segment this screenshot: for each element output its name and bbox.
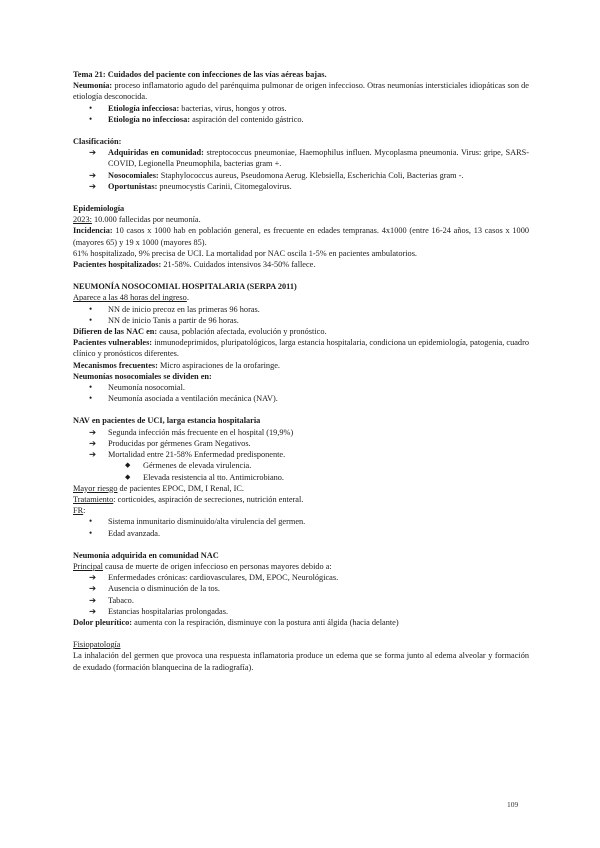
bullet-icon: • (89, 102, 93, 113)
list-item: • Sistema inmunitario disminuido/alta virulencia del germen. (89, 516, 306, 527)
list-item: ➔ Estancias hospitalarias prolongadas. (89, 606, 229, 616)
nav-uci-list (73, 427, 529, 483)
list-item: ➔ Oportunistas: pneumocystis Carinii, Citomegalovirus. (89, 181, 292, 191)
arrow-icon: ➔ (89, 450, 96, 460)
list-item: • Neumonía nosocomial. (89, 382, 185, 393)
arrow-icon: ➔ (89, 606, 96, 616)
inicio-list (73, 304, 529, 326)
neumonia-definition (73, 80, 529, 102)
list-item: • Etiología infecciosa: bacterias, virus, hongos y otros. (89, 102, 287, 113)
epidemiologia-year: 2023: 10.000 fallecidas por neumonía. (73, 215, 201, 225)
bullet-icon: • (89, 303, 93, 314)
list-item: • Edad avanzada. (89, 527, 161, 538)
nac-principal: Principal causa de muerte de origen infeccioso en personas mayores debido a: (73, 561, 332, 571)
sub-list-item: ◆ Gérmenes de elevada virulencia. (125, 461, 252, 471)
nosocomial-mecanismos: Mecanismos frecuentes: Micro aspiraciones de la orofaringe. (73, 360, 280, 370)
nac-list (73, 572, 529, 617)
bullet-icon: • (89, 393, 93, 404)
nosocomial-heading: NEUMONÍA NOSOCOMIAL HOSPITALARIA (SERPA 2011) (73, 282, 297, 292)
nosocomial-aparece: Aparece a las 48 horas del ingreso. (73, 293, 189, 303)
document-body (73, 69, 529, 673)
epidemiologia-incidencia: Incidencia: 10 casos x 1000 hab en población general, es frecuente en edades tempranas. 4x1000 (entre 16-24 años, 13 casos x 1000 (mayores 65) y 19 x 1000 (mayores 85). (73, 226, 529, 247)
epidemiologia-heading: Epidemiología (73, 204, 125, 214)
arrow-icon: ➔ (89, 181, 96, 191)
epidemiologia-stats: 61% hospitalizado, 9% precisa de UCI. La mortalidad por NAC oscila 1-5% en pacientes ambulatorios. (73, 248, 417, 258)
list-item: ➔ Tabaco. (89, 595, 134, 605)
arrow-icon: ➔ (89, 170, 96, 180)
diamond-icon: ◆ (125, 461, 131, 470)
nosocomial-dividen: Neumonías nosocomiales se dividen en: (73, 371, 212, 381)
nav-uci-riesgo: Mayor riesgo de pacientes EPOC, DM, I Renal, IC. (73, 483, 244, 493)
diamond-icon: ◆ (125, 472, 131, 481)
list-item: ➔ Ausencia o disminución de la tos. (89, 584, 220, 594)
bullet-icon: • (89, 527, 93, 538)
list-item: • NN de inicio Tanis a partir de 96 horas. (89, 314, 239, 325)
nac-heading: Neumonia adquirida en comunidad NAC (73, 550, 219, 560)
page-number: 109 (507, 800, 519, 809)
epidemiologia-hospitalizados: Pacientes hospitalizados: 21-58%. Cuidados intensivos 34-50% fallece. (73, 260, 316, 270)
etiologia-list (73, 103, 529, 125)
list-item: ➔ Enfermedades crónicas: cardiovasculares, DM, EPOC, Neurológicas. (89, 573, 339, 583)
neumonia-label: Neumonía: (73, 81, 113, 91)
nosocomial-difieren: Difieren de las NAC en: causa, población afectada, evolución y pronóstico. (73, 327, 327, 337)
nav-uci-fr: FR: (73, 506, 86, 516)
clasificacion-heading: Clasificación: (73, 137, 122, 147)
nosocomial-vulnerables: Pacientes vulnerables: inmunodeprimidos, pluripatológicos, larga estancia hospitalaria, condiciona un epidemiología, patogenia, cuadro clínico y pronósticos diferentes. (73, 338, 529, 359)
fisiopatologia-text: La inhalación del germen que provoca una respuesta inflamatoria produce un edema que se forma junto al edema alveolar y formación de exudado (formación blanquecina de la radiografía). (73, 651, 529, 672)
fisiopatologia-heading: Fisiopatología (73, 640, 121, 650)
arrow-icon: ➔ (89, 573, 96, 583)
list-item: ➔ Adquiridas en comunidad: streptococcus pneumoniae, Haemophilus influen. Mycoplasma pneumonia. Virus: gripe, SARS-COVID, Legionella Pneumophila, bacterias gram +. (89, 148, 530, 169)
list-item: • Etiología no infecciosa: aspiración del contenido gástrico. (89, 113, 304, 124)
bullet-icon: • (89, 113, 93, 124)
arrow-icon: ➔ (89, 438, 96, 448)
bullet-icon: • (89, 516, 93, 527)
sub-list-item: ◆ Elevada resistencia al tto. Antimicrobiano. (125, 472, 285, 482)
dividen-list (73, 382, 529, 404)
list-item: ➔ Segunda infección más frecuente en el hospital (19,9%) (89, 427, 294, 437)
nav-uci-heading: NAV en pacientes de UCI, larga estancia hospitalaria (73, 416, 261, 426)
list-item: ➔ Producidas por gérmenes Gram Negativos. (89, 438, 251, 448)
list-item: ➔ Nosocomiales: Staphylococcus aureus, Pseudomona Aerug. Klebsiella, Escherichia Coli, Bacterias gram -. (89, 170, 464, 180)
arrow-icon: ➔ (89, 584, 96, 594)
nac-dolor: Dolor pleurítico: aumenta con la respiración, disminuye con la postura anti álgida (hacia delante) (73, 617, 399, 627)
fr-list (73, 516, 529, 538)
clasificacion-list (73, 147, 529, 192)
nav-uci-tratamiento: Tratamiento: corticoides, aspiración de secreciones, nutrición enteral. (73, 494, 304, 504)
arrow-icon: ➔ (89, 595, 96, 605)
list-item: ➔ Mortalidad entre 21-58% Enfermedad predisponente. (89, 450, 286, 460)
document-title: Tema 21: Cuidados del paciente con infecciones de las vías aéreas bajas. (73, 70, 327, 79)
arrow-icon: ➔ (89, 148, 96, 158)
bullet-icon: • (89, 382, 93, 393)
bullet-icon: • (89, 314, 93, 325)
arrow-icon: ➔ (89, 427, 96, 437)
list-item: • NN de inicio precoz en las primeras 96 horas. (89, 303, 260, 314)
list-item: • Neumonía asociada a ventilación mecánica (NAV). (89, 393, 278, 404)
neumonia-text: proceso inflamatorio agudo del parénquima pulmonar de origen infeccioso. Otras neumonías intersticiales idiopáticas son de etiología desconocida. (73, 81, 529, 102)
